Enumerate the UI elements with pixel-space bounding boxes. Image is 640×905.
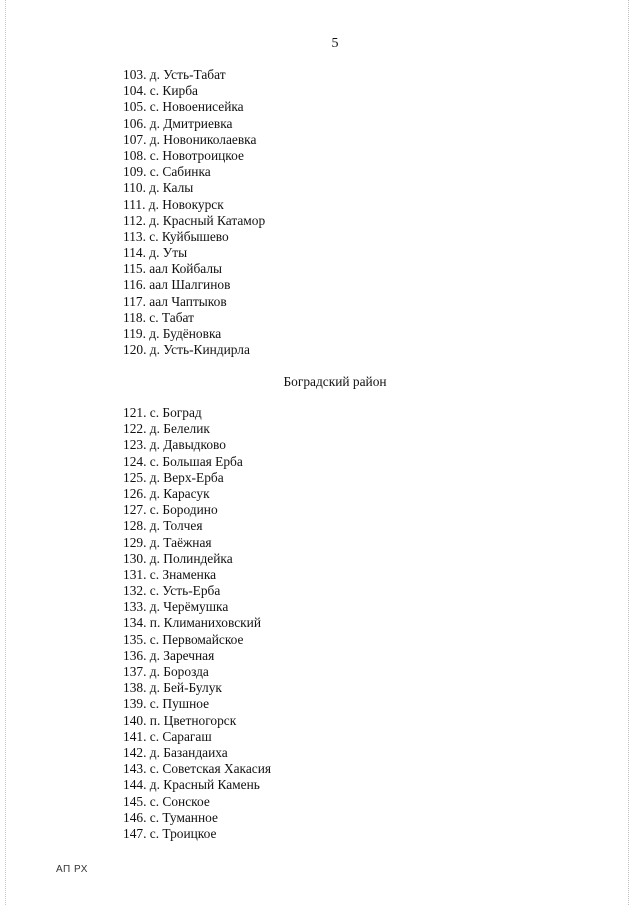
list-item: 142. д. Базандаиха — [123, 744, 228, 760]
scan-edge-left — [5, 0, 7, 905]
list-item: 126. д. Карасук — [123, 485, 210, 501]
list-item: 123. д. Давыдково — [123, 437, 226, 453]
list-item: 103. д. Усть-Табат — [123, 67, 226, 82]
list-item: 111. д. Новокурск — [123, 196, 224, 212]
page-number: 5 — [331, 36, 339, 51]
list-item: 115. аал Койбалы — [123, 261, 222, 277]
list-item: 118. с. Табат — [123, 309, 194, 325]
list-item: 132. с. Усть-Ерба — [123, 583, 221, 599]
list-item: 125. д. Верх-Ерба — [123, 469, 224, 485]
list-item: 146. с. Туманное — [123, 809, 218, 825]
list-item: 141. с. Сарагаш — [123, 728, 212, 744]
list-item: 124. с. Большая Ерба — [123, 453, 243, 469]
list-item: 137. д. Борозда — [123, 664, 209, 679]
list-item: 122. д. Белелик — [123, 421, 210, 437]
list-item: 110. д. Калы — [123, 180, 194, 196]
settlement-list-1 — [123, 67, 265, 358]
list-item: 131. с. Знаменка — [123, 566, 217, 582]
list-item: 136. д. Заречная — [123, 647, 215, 663]
list-item: 143. с. Советская Хакасия — [123, 761, 272, 777]
list-item: 120. д. Усть-Киндирла — [123, 342, 250, 358]
scan-edge-right — [628, 0, 630, 905]
list-item: 119. д. Будёновка — [123, 326, 222, 341]
list-item: 129. д. Таёжная — [123, 534, 212, 550]
list-item: 113. с. Куйбышево — [123, 228, 229, 244]
settlement-list-2 — [123, 405, 271, 842]
list-item: 105. с. Новоенисейка — [123, 99, 244, 115]
list-item: 112. д. Красный Катамор — [123, 212, 266, 228]
list-item: 106. д. Дмитриевка — [123, 115, 233, 131]
archive-stamp: АП РХ — [56, 864, 88, 875]
list-item: 133. д. Черёмушка — [123, 599, 229, 615]
list-item: 140. п. Цветногорск — [123, 712, 237, 728]
list-item: 114. д. Уты — [123, 245, 188, 261]
list-item: 135. с. Первомайское — [123, 631, 244, 647]
list-item: 147. с. Троицкое — [123, 825, 217, 841]
list-item: 145. с. Сонское — [123, 793, 210, 809]
list-item: 117. аал Чаптыков — [123, 293, 227, 309]
list-item: 109. с. Сабинка — [123, 164, 211, 180]
list-item: 134. п. Климаниховский — [123, 615, 261, 631]
list-item: 144. д. Красный Камень — [123, 777, 260, 793]
list-item: 128. д. Толчея — [123, 518, 203, 534]
section-heading: Боградский район — [283, 374, 387, 389]
list-item: 139. с. Пушное — [123, 696, 210, 712]
list-item: 138. д. Бей-Булук — [123, 680, 222, 696]
list-item: 127. с. Бородино — [123, 502, 218, 518]
list-item: 130. д. Полиндейка — [123, 550, 233, 566]
list-item: 108. с. Новотроицкое — [123, 147, 244, 163]
list-item: 121. с. Боград — [123, 405, 202, 420]
list-item: 107. д. Новониколаевка — [123, 131, 257, 147]
list-item: 104. с. Кирба — [123, 83, 198, 99]
list-item: 116. аал Шалгинов — [123, 277, 231, 293]
